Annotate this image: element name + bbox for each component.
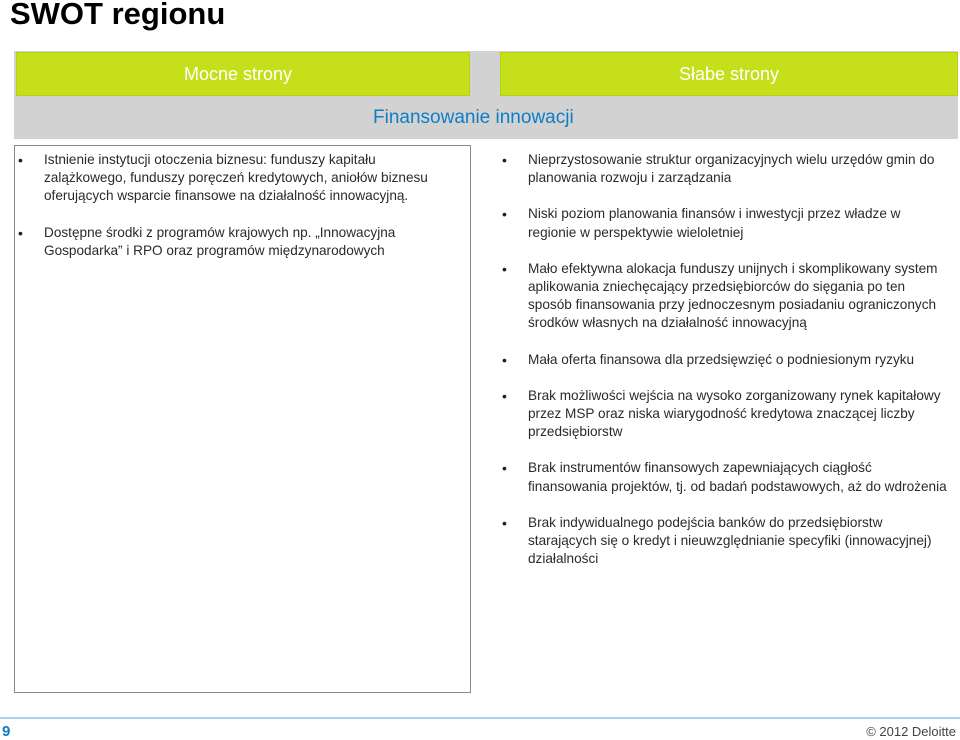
list-item: • Brak instrumentów finansowych zapewniających ciągłość finansowania projektów, tj. od badań podstawowych, aż do wdrożenia — [502, 459, 952, 495]
weaknesses-list — [502, 151, 952, 586]
strengths-list — [18, 151, 458, 278]
weaknesses-panel — [501, 145, 958, 693]
strengths-header-label: Mocne strony — [183, 63, 293, 84]
list-item: • Mała oferta finansowa dla przedsięwzięć o podniesionym ryzyku — [502, 351, 952, 369]
footer-divider — [0, 717, 960, 719]
strengths-header — [16, 52, 470, 96]
page-number: 9 — [2, 723, 11, 740]
list-item: • Brak możliwości wejścia na wysoko zorganizowany rynek kapitałowy przez MSP oraz niska wiarygodność kredytowa znaczącej liczby przedsiębiorstw — [502, 387, 952, 442]
list-item: • Dostępne środki z programów krajowych np. „Innowacyjna Gospodarka” i RPO oraz programów międzynarodowych — [18, 224, 458, 260]
copyright-text: © 2012 Deloitte — [866, 724, 956, 739]
list-item: • Brak indywidualnego podejścia banków do przedsiębiorstw starających się o kredyt i nieuwzględnianie specyfiki (innowacyjnej) działalności — [502, 514, 952, 569]
list-item: • Nieprzystosowanie struktur organizacyjnych wielu urzędów gmin do planowania rozwoju i zarządzania — [502, 151, 952, 187]
weaknesses-header-label: Słabe strony — [678, 63, 780, 84]
list-item: • Istnienie instytucji otoczenia biznesu: funduszy kapitału zalążkowego, funduszy poręczeń kredytowych, aniołów biznesu oferujących wsparcie finansowe na działalność innowacyjną. — [18, 151, 458, 206]
page-title: SWOT regionu — [10, 0, 226, 31]
weaknesses-header — [500, 52, 958, 96]
list-item: • Mało efektywna alokacja funduszy unijnych i skomplikowany system aplikowania zniechęcający przedsiębiorców do sięgania po ten sposób finansowania przy jednoczesnym posiadaniu ograniczonych środków własnych na działalność innowacyjną — [502, 260, 952, 333]
strengths-panel — [14, 145, 471, 693]
topic-subheader: Finansowanie innowacji — [373, 107, 574, 128]
list-item: • Niski poziom planowania finansów i inwestycji przez władze w regionie w perspektywie wieloletniej — [502, 205, 952, 241]
